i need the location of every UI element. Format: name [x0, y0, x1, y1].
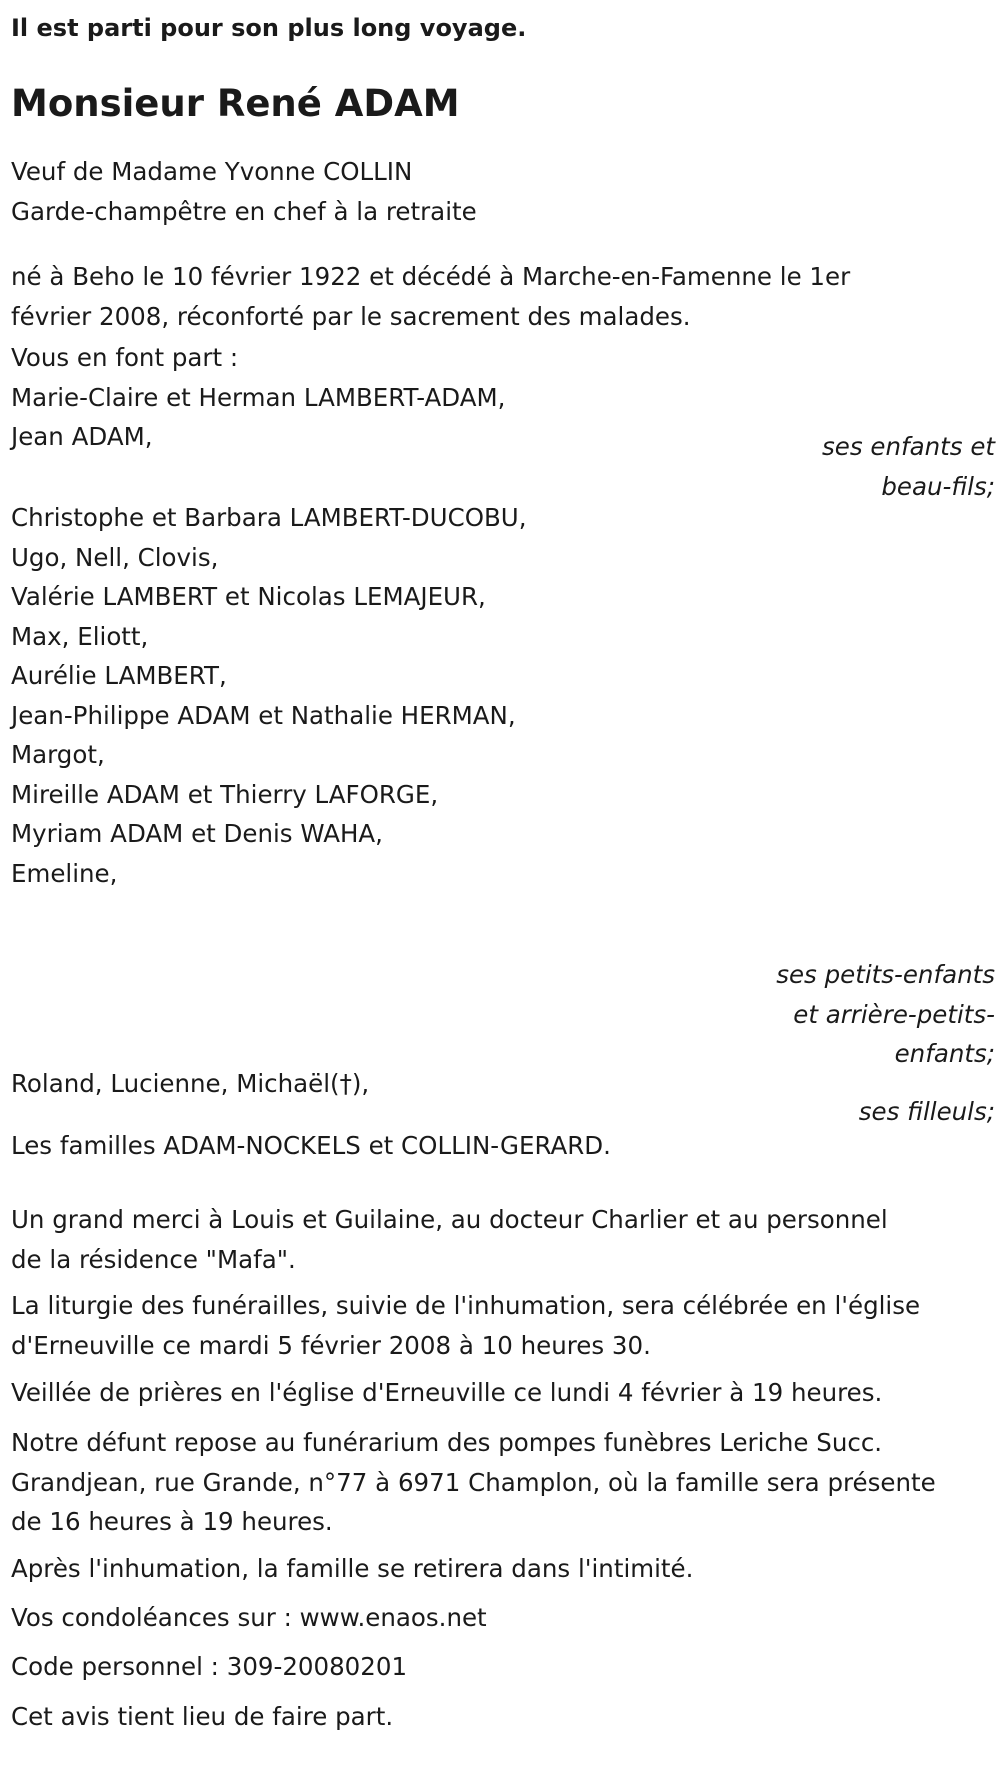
godchildren-names: Roland, Lucienne, Michaël(†), [11, 1069, 370, 1098]
relation-text: enfants; [894, 1039, 995, 1068]
liturgy-line: d'Erneuville ce mardi 5 février 2008 à 10 heures 30. [11, 1330, 651, 1360]
thanks-line: de la résidence "Mafa". [11, 1244, 296, 1274]
widower-line: Veuf de Madame Yvonne COLLIN [11, 157, 413, 186]
relation-text: ses enfants et [822, 432, 995, 461]
child-name: Jean ADAM, [11, 422, 153, 451]
rest-place-block [11, 1423, 996, 1542]
grandchild-name: Aurélie LAMBERT, [11, 661, 227, 690]
child-name: Marie-Claire et Herman LAMBERT-ADAM, [11, 382, 506, 412]
grandchild-name: Christophe et Barbara LAMBERT-DUCOBU, [11, 503, 527, 532]
grandchildren-block [11, 498, 996, 893]
after-line: Après l'inhumation, la famille se retirera dans l'intimité. [11, 1554, 694, 1583]
announced-by: Vous en font part : [11, 343, 239, 372]
grandchild-name: Mireille ADAM et Thierry LAFORGE, [11, 779, 439, 809]
deceased-name: Monsieur René ADAM [11, 82, 460, 125]
birth-death-block [11, 257, 996, 336]
liturgy-block [11, 1286, 996, 1365]
rest-place-line: Notre défunt repose au funérarium des pompes funèbres Leriche Succ. [11, 1428, 883, 1457]
relation-text: ses petits-enfants [776, 960, 995, 989]
godchildren-relation [859, 1092, 995, 1132]
rest-place-line: de 16 heures à 19 heures. [11, 1507, 333, 1536]
relation-text: ses filleuls; [858, 1097, 995, 1126]
birth-death-line: février 2008, réconforté par le sacrement des malades. [11, 301, 691, 331]
grandchild-name: Jean-Philippe ADAM et Nathalie HERMAN, [11, 700, 516, 730]
thanks-block [11, 1200, 996, 1279]
condolences-line: Vos condoléances sur : www.enaos.net [11, 1603, 487, 1632]
grandchild-name: Valérie LAMBERT et Nicolas LEMAJEUR, [11, 582, 486, 611]
notice-line: Cet avis tient lieu de faire part. [11, 1702, 394, 1731]
children-relation [822, 427, 995, 506]
intro-line: Il est parti pour son plus long voyage. [11, 14, 527, 42]
profession-line: Garde-champêtre en chef à la retraite [11, 196, 477, 226]
grandchild-name: Max, Eliott, [11, 621, 149, 651]
grandchild-name: Ugo, Nell, Clovis, [11, 542, 219, 572]
liturgy-line: La liturgie des funérailles, suivie de l'inhumation, sera célébrée en l'église [11, 1291, 921, 1320]
spouse-profession-block [11, 152, 996, 231]
grandchild-name: Myriam ADAM et Denis WAHA, [11, 819, 383, 848]
families-line: Les familles ADAM-NOCKELS et COLLIN-GERARD. [11, 1131, 611, 1160]
grandchild-name: Margot, [11, 740, 105, 769]
birth-death-line: né à Beho le 10 février 1922 et décédé à Marche-en-Famenne le 1er [11, 262, 851, 291]
relation-text: et arrière-petits- [793, 999, 995, 1029]
thanks-line: Un grand merci à Louis et Guilaine, au docteur Charlier et au personnel [11, 1205, 888, 1234]
vigil-line: Veillée de prières en l'église d'Erneuville ce lundi 4 février à 19 heures. [11, 1378, 883, 1407]
grandchildren-relation [776, 955, 995, 1074]
personal-code-line: Code personnel : 309-20080201 [11, 1652, 408, 1681]
rest-place-line: Grandjean, rue Grande, n°77 à 6971 Champlon, où la famille sera présente [11, 1467, 936, 1497]
relation-text: beau-fils; [881, 471, 995, 501]
grandchild-name: Emeline, [11, 858, 118, 888]
